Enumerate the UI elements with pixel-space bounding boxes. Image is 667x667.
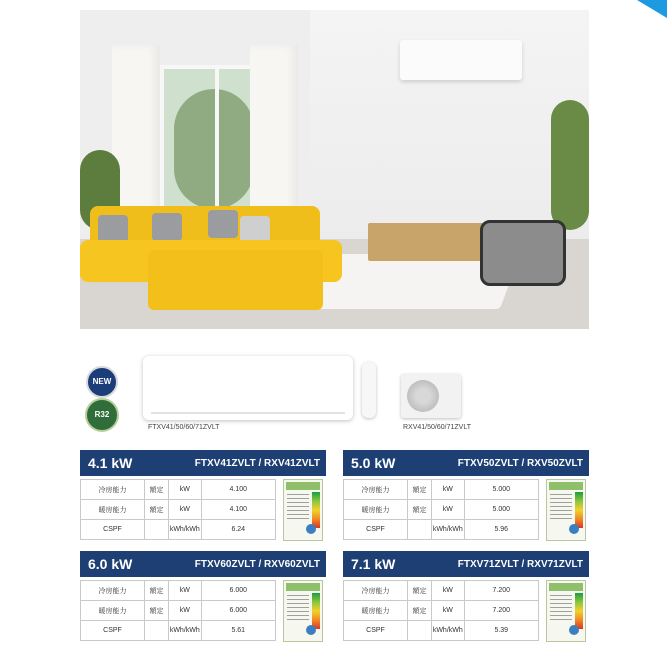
- model-name: FTXV60ZVLT / RXV60ZVLT: [194, 559, 320, 570]
- outdoor-unit-image: [401, 374, 461, 418]
- spec-condition: 額定: [407, 581, 431, 601]
- table-row: [81, 601, 276, 621]
- energy-label: [283, 479, 323, 541]
- spec-unit: kWh/kWh: [432, 520, 464, 540]
- capacity-title: 5.0 kW: [351, 455, 396, 471]
- spec-label: CSPF: [81, 621, 145, 641]
- table-row: [344, 601, 539, 621]
- energy-label-header: [549, 482, 583, 490]
- energy-label: [283, 580, 323, 642]
- spec-label: 暖房能力: [344, 601, 408, 621]
- spec-condition: 額定: [407, 500, 431, 520]
- spec-label: 冷房能力: [344, 480, 408, 500]
- spec-label: CSPF: [344, 621, 408, 641]
- energy-rating-bars: [575, 492, 583, 528]
- r32-badge: R32: [85, 398, 119, 432]
- table-row: [81, 581, 276, 601]
- spec-unit: kW: [432, 480, 464, 500]
- model-name: FTXV71ZVLT / RXV71ZVLT: [457, 559, 583, 570]
- spec-condition: [407, 621, 431, 641]
- spec-label: 冷房能力: [344, 581, 408, 601]
- table-row: [81, 621, 276, 641]
- spec-value: 7.200: [464, 601, 538, 621]
- spec-label: 冷房能力: [81, 581, 145, 601]
- spec-label: 暖房能力: [344, 500, 408, 520]
- energy-label-text: [550, 494, 572, 522]
- hero-room-photo: [80, 10, 589, 329]
- spec-value: 6.24: [201, 520, 275, 540]
- energy-rating-bars: [312, 593, 320, 629]
- corner-accent: [637, 0, 667, 18]
- energy-rating-bars: [575, 593, 583, 629]
- spec-value: 5.61: [201, 621, 275, 641]
- spec-label: CSPF: [81, 520, 145, 540]
- energy-label-text: [550, 595, 572, 623]
- spec-card: [80, 450, 326, 544]
- table-row: [344, 500, 539, 520]
- new-badge: NEW: [86, 366, 118, 398]
- spec-unit: kW: [169, 601, 201, 621]
- fan-icon: [407, 380, 439, 412]
- table-row: [344, 520, 539, 540]
- pillow: [152, 213, 182, 241]
- energy-label-header: [286, 482, 320, 490]
- capacity-title: 7.1 kW: [351, 556, 396, 572]
- card-header: [343, 450, 589, 476]
- tree-outside: [174, 89, 254, 209]
- spec-label: 暖房能力: [81, 601, 145, 621]
- energy-label-text: [287, 595, 309, 623]
- energy-label-header: [286, 583, 320, 591]
- energy-seal-icon: [569, 524, 579, 534]
- table-row: [81, 520, 276, 540]
- energy-label: [546, 580, 586, 642]
- spec-value: 5.39: [464, 621, 538, 641]
- model-name: FTXV41ZVLT / RXV41ZVLT: [194, 458, 320, 469]
- spec-label: 暖房能力: [81, 500, 145, 520]
- indoor-unit-image: [143, 356, 353, 420]
- energy-seal-icon: [306, 524, 316, 534]
- spec-condition: 額定: [407, 601, 431, 621]
- spec-card: [343, 551, 589, 645]
- pillow: [208, 210, 238, 238]
- energy-seal-icon: [306, 625, 316, 635]
- table-row: [344, 480, 539, 500]
- spec-condition: 額定: [144, 500, 168, 520]
- table-row: [81, 480, 276, 500]
- spec-value: 5.96: [464, 520, 538, 540]
- table-row: [81, 500, 276, 520]
- sofa-chaise: [148, 250, 323, 310]
- spec-condition: 額定: [407, 480, 431, 500]
- spec-value: 6.000: [201, 601, 275, 621]
- pillow: [98, 215, 128, 243]
- spec-unit: kWh/kWh: [169, 621, 201, 641]
- spec-unit: kW: [169, 480, 201, 500]
- spec-value: 7.200: [464, 581, 538, 601]
- model-name: FTXV50ZVLT / RXV50ZVLT: [457, 458, 583, 469]
- indoor-vent: [151, 412, 345, 414]
- lounge-chair: [480, 220, 566, 286]
- spec-table: [80, 479, 276, 540]
- spec-table: [80, 580, 276, 641]
- spec-card: [80, 551, 326, 645]
- energy-label-text: [287, 494, 309, 522]
- spec-unit: kWh/kWh: [169, 520, 201, 540]
- card-header: [343, 551, 589, 577]
- spec-value: 6.000: [201, 581, 275, 601]
- spec-label: 冷房能力: [81, 480, 145, 500]
- spec-unit: kW: [169, 581, 201, 601]
- spec-value: 4.100: [201, 500, 275, 520]
- energy-label-header: [549, 583, 583, 591]
- indoor-caption: FTXV41/50/60/71ZVLT: [148, 424, 220, 431]
- capacity-title: 6.0 kW: [88, 556, 133, 572]
- energy-label: [546, 479, 586, 541]
- spec-condition: 額定: [144, 601, 168, 621]
- spec-value: 5.000: [464, 480, 538, 500]
- energy-rating-bars: [312, 492, 320, 528]
- spec-label: CSPF: [344, 520, 408, 540]
- energy-seal-icon: [569, 625, 579, 635]
- spec-condition: [144, 621, 168, 641]
- spec-unit: kW: [169, 500, 201, 520]
- wall-ac-unit: [400, 40, 522, 80]
- spec-condition: [144, 520, 168, 540]
- card-header: [80, 450, 326, 476]
- spec-table: [343, 479, 539, 540]
- spec-condition: 額定: [144, 480, 168, 500]
- card-header: [80, 551, 326, 577]
- spec-table: [343, 580, 539, 641]
- outdoor-caption: RXV41/50/60/71ZVLT: [403, 424, 471, 431]
- spec-value: 4.100: [201, 480, 275, 500]
- spec-unit: kWh/kWh: [432, 621, 464, 641]
- table-row: [344, 621, 539, 641]
- remote-control-image: [362, 362, 376, 418]
- capacity-title: 4.1 kW: [88, 455, 133, 471]
- spec-condition: [407, 520, 431, 540]
- plant-right: [551, 100, 589, 230]
- spec-value: 5.000: [464, 500, 538, 520]
- spec-unit: kW: [432, 601, 464, 621]
- spec-card: [343, 450, 589, 544]
- spec-unit: kW: [432, 500, 464, 520]
- table-row: [344, 581, 539, 601]
- spec-unit: kW: [432, 581, 464, 601]
- spec-condition: 額定: [144, 581, 168, 601]
